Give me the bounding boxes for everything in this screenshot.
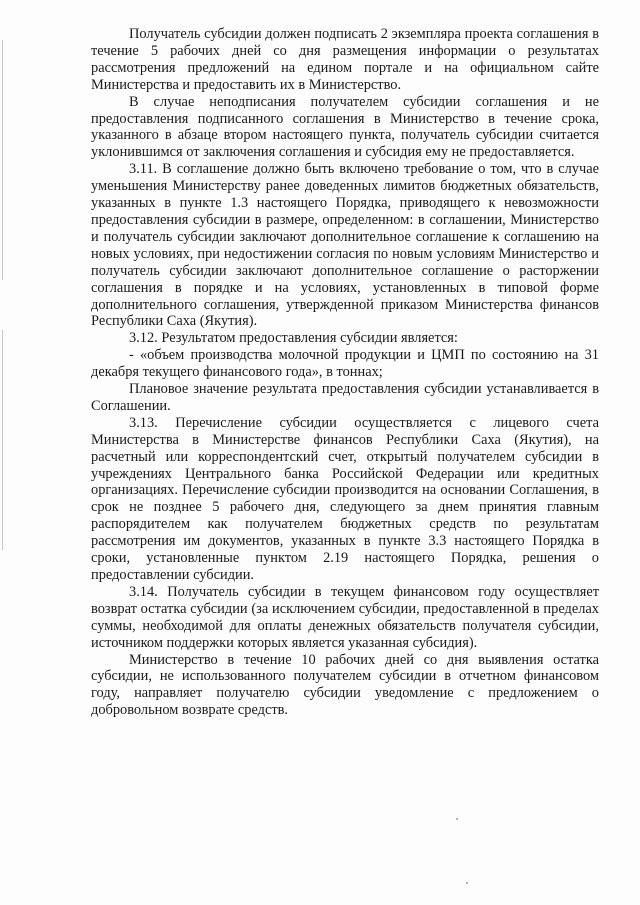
paragraph-3-11: 3.11. В соглашение должно быть включено требование о том, что в случае уменьшения Министерству ранее доведенных лимитов бюджетных обязательств, указанных в пункте 1.3 настоящего Порядка, приводящего к невозможности предоставления субсидии в размере, определенном: в соглашении, Министерство и получатель субсидии заключают дополнительное соглашение к соглашению на новых условиях, при недостижении согласия по новым условиям Министерство и получатель субсидии заключают дополнительное соглашение о расторжении соглашения в порядке и на условиях, установленных в типовой форме дополнительного соглашения, утвержденной приказом Министерства финансов Республики Саха (Якутия).	[91, 161, 599, 330]
paragraph-planned-value: Плановое значение результата предоставления субсидии устанавливается в Соглашении.	[91, 381, 599, 414]
paragraph-result-volume: - «объем производства молочной продукции и ЦМП по состоянию на 31 декабря текущего финансового года», в тоннах;	[91, 347, 599, 381]
paragraph-3-12: 3.12. Результатом предоставления субсидии является:	[129, 330, 458, 347]
scan-margin-mark	[2, 40, 3, 280]
paragraph-non-signing: В случае неподписания получателем субсидии соглашения и не предоставления подписанного соглашения в Министерство в течение срока, указанного в абзаце втором настоящего пункта, получатель субсидии считается уклонившимся от заключения соглашения и субсидия ему не предоставляется.	[91, 93, 599, 161]
document-body	[91, 26, 599, 719]
paragraph-signing-deadline: Получатель субсидии должен подписать 2 экземпляра проекта соглашения в течение 5 рабочих дней со дня размещения информации о результатах рассмотрения предложений на едином портале и на официальном сайте Министерства и предоставить их в Министерство.	[91, 26, 599, 93]
paragraph-3-14: 3.14. Получатель субсидии в текущем финансовом году осуществляет возврат остатка субсидии (за исключением субсидии, предоставленной в пределах суммы, необходимой для оплаты денежных обязательств получателя субсидии, источником поддержки которых является указанная субсидия).	[91, 583, 599, 651]
scan-speck	[466, 882, 468, 884]
paragraph-3-13: 3.13. Перечисление субсидии осуществляется с лицевого счета Министерства в Министерстве финансов Республики Саха (Якутия), на расчетный или корреспондентский счет, открытый получателем субсидии в учреждениях Центрального банка Российской Федерации или кредитных организациях. Перечисление субсидии производится на основании Соглашения, в срок не позднее 5 рабочего дня, следующего за днем принятия главным распорядителем как получателем бюджетных средств по результатам рассмотрения им документов, указанных в пункте 3.3 настоящего Порядка в сроки, установленные пунктом 2.19 настоящего Порядка, решения о предоставлении субсидии.	[91, 414, 599, 583]
scan-speck	[456, 818, 458, 820]
paragraph-ministry-notice: Министерство в течение 10 рабочих дней со дня выявления остатка субсидии, не использованного получателем субсидии в отчетном финансовом году, направляет получателю субсидии уведомление с предложением о добровольном возврате средств.	[91, 651, 599, 719]
scan-margin-mark	[2, 330, 3, 550]
